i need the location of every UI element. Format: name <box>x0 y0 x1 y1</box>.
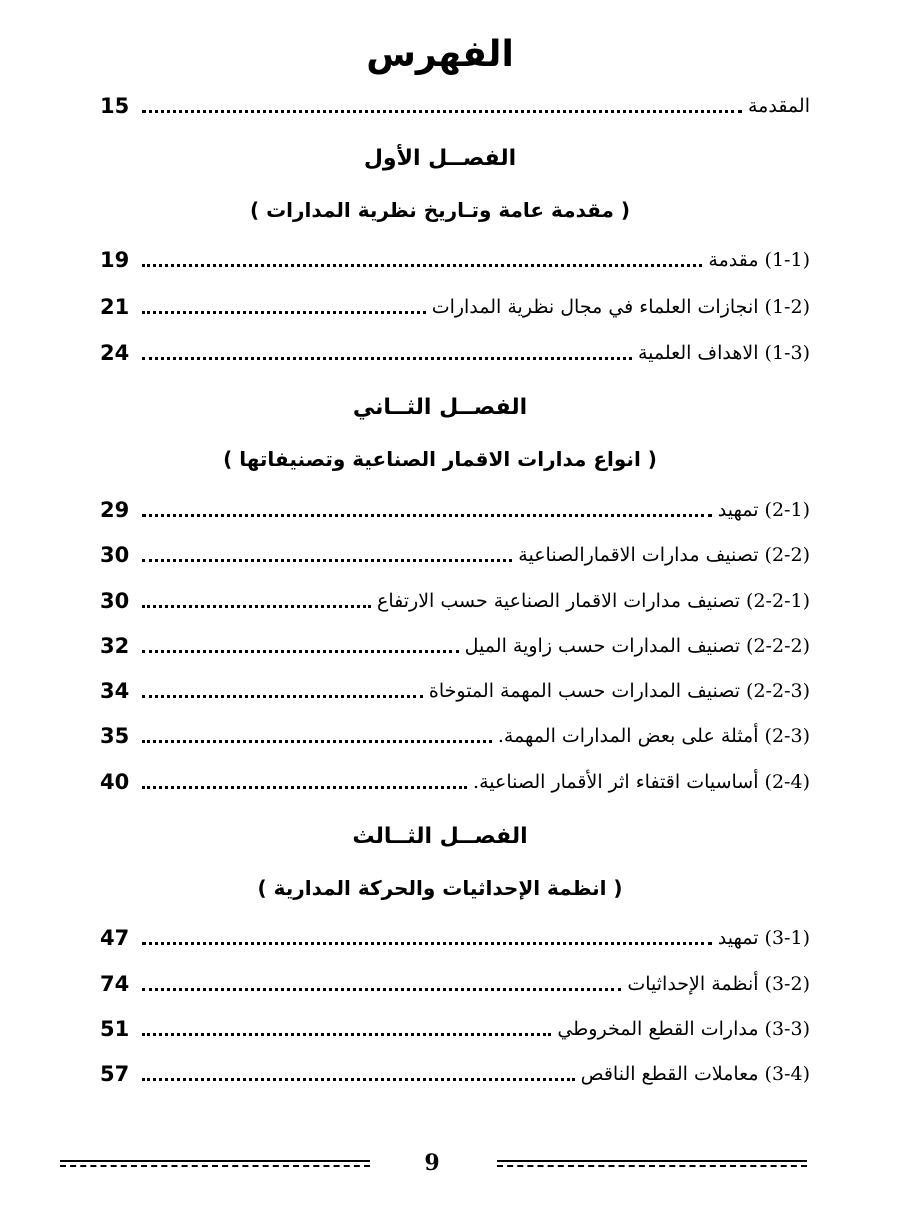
chapter-3-heading: الفصــل الثــالث <box>352 824 528 849</box>
dot-leader <box>142 514 712 517</box>
entry-label: (2-2) تصنيف مدارات الاقمارالصناعية <box>518 544 810 566</box>
entry-page: 21 <box>100 295 130 319</box>
toc-entry[interactable] <box>100 492 810 524</box>
entry-page: 30 <box>100 543 130 567</box>
entry-page: 24 <box>100 341 130 365</box>
toc-entry[interactable] <box>100 335 810 367</box>
entry-label: (1-2) انجازات العلماء في مجال نظرية المدارات <box>431 296 810 318</box>
dot-leader <box>142 942 712 945</box>
entry-label: (1-3) الاهداف العلمية <box>637 342 810 364</box>
entry-page: 34 <box>100 679 130 703</box>
entry-label: (2-2-1) تصنيف مدارات الاقمار الصناعية حسب الارتفاع <box>377 590 810 612</box>
entry-label: (3-4) معاملات القطع الناقص <box>580 1063 810 1085</box>
entry-label: (2-3) أمثلة على بعض المدارات المهمة. <box>497 725 810 747</box>
page-title: الفهرس <box>366 34 514 75</box>
entry-label: (2-2-3) تصنيف المدارات حسب المهمة المتوخاة <box>428 680 810 702</box>
dot-leader <box>142 1033 551 1036</box>
dot-leader <box>142 559 512 562</box>
chapter-2-heading: الفصــل الثــاني <box>352 395 528 420</box>
entry-page: 47 <box>100 926 130 950</box>
entry-page: 40 <box>100 770 130 794</box>
entry-label: (3-2) أنظمة الإحداثيات <box>627 973 810 995</box>
toc-entry[interactable] <box>100 673 810 705</box>
entry-page: 32 <box>100 634 130 658</box>
dot-leader <box>142 110 742 113</box>
entry-label: (2-1) تمهيد <box>717 499 810 521</box>
entry-label: المقدمة <box>747 95 810 117</box>
dot-leader <box>142 357 632 360</box>
toc-entry[interactable] <box>100 537 810 569</box>
toc-entry-intro[interactable] <box>100 88 810 120</box>
dot-leader <box>142 1078 575 1081</box>
toc-entry[interactable] <box>100 718 810 750</box>
dot-leader <box>142 740 492 743</box>
toc-entry[interactable] <box>100 764 810 796</box>
footer-rule-right <box>497 1160 807 1172</box>
dot-leader <box>142 605 371 608</box>
entry-page: 35 <box>100 724 130 748</box>
entry-page: 19 <box>100 248 130 272</box>
entry-page: 15 <box>100 94 130 118</box>
entry-page: 51 <box>100 1017 130 1041</box>
chapter-1-subtitle: ( مقدمة عامة وتـاريخ نظرية المدارات ) <box>249 198 631 222</box>
dot-leader <box>142 988 621 991</box>
chapter-2-subtitle: ( انواع مدارات الاقمار الصناعية وتصنيفاتها ) <box>223 447 657 471</box>
dot-leader <box>142 311 426 314</box>
dot-leader <box>142 264 702 267</box>
toc-entry[interactable] <box>100 1011 810 1043</box>
toc-entry[interactable] <box>100 1056 810 1088</box>
entry-label: (3-3) مدارات القطع المخروطي <box>557 1018 810 1040</box>
dot-leader <box>142 786 467 789</box>
chapter-1-heading: الفصــل الأول <box>363 146 517 171</box>
page-number: 9 <box>424 1150 440 1176</box>
chapter-3-subtitle: ( انظمة الإحداثيات والحركة المدارية ) <box>257 876 623 900</box>
toc-entry[interactable] <box>100 242 810 274</box>
footer-rule-left <box>60 1160 370 1172</box>
toc-entry[interactable] <box>100 628 810 660</box>
entry-label: (1-1) مقدمة <box>708 249 810 271</box>
toc-entry[interactable] <box>100 289 810 321</box>
toc-entry[interactable] <box>100 583 810 615</box>
entry-page: 30 <box>100 589 130 613</box>
entry-page: 74 <box>100 972 130 996</box>
toc-entry[interactable] <box>100 920 810 952</box>
toc-entry[interactable] <box>100 966 810 998</box>
entry-label: (2-2-2) تصنيف المدارات حسب زاوية الميل <box>464 635 810 657</box>
dot-leader <box>142 695 423 698</box>
entry-page: 57 <box>100 1062 130 1086</box>
entry-label: (2-4) أساسيات اقتفاء اثر الأقمار الصناعية. <box>473 771 810 793</box>
entry-page: 29 <box>100 498 130 522</box>
dot-leader <box>142 650 459 653</box>
entry-label: (3-1) تمهيد <box>717 927 810 949</box>
